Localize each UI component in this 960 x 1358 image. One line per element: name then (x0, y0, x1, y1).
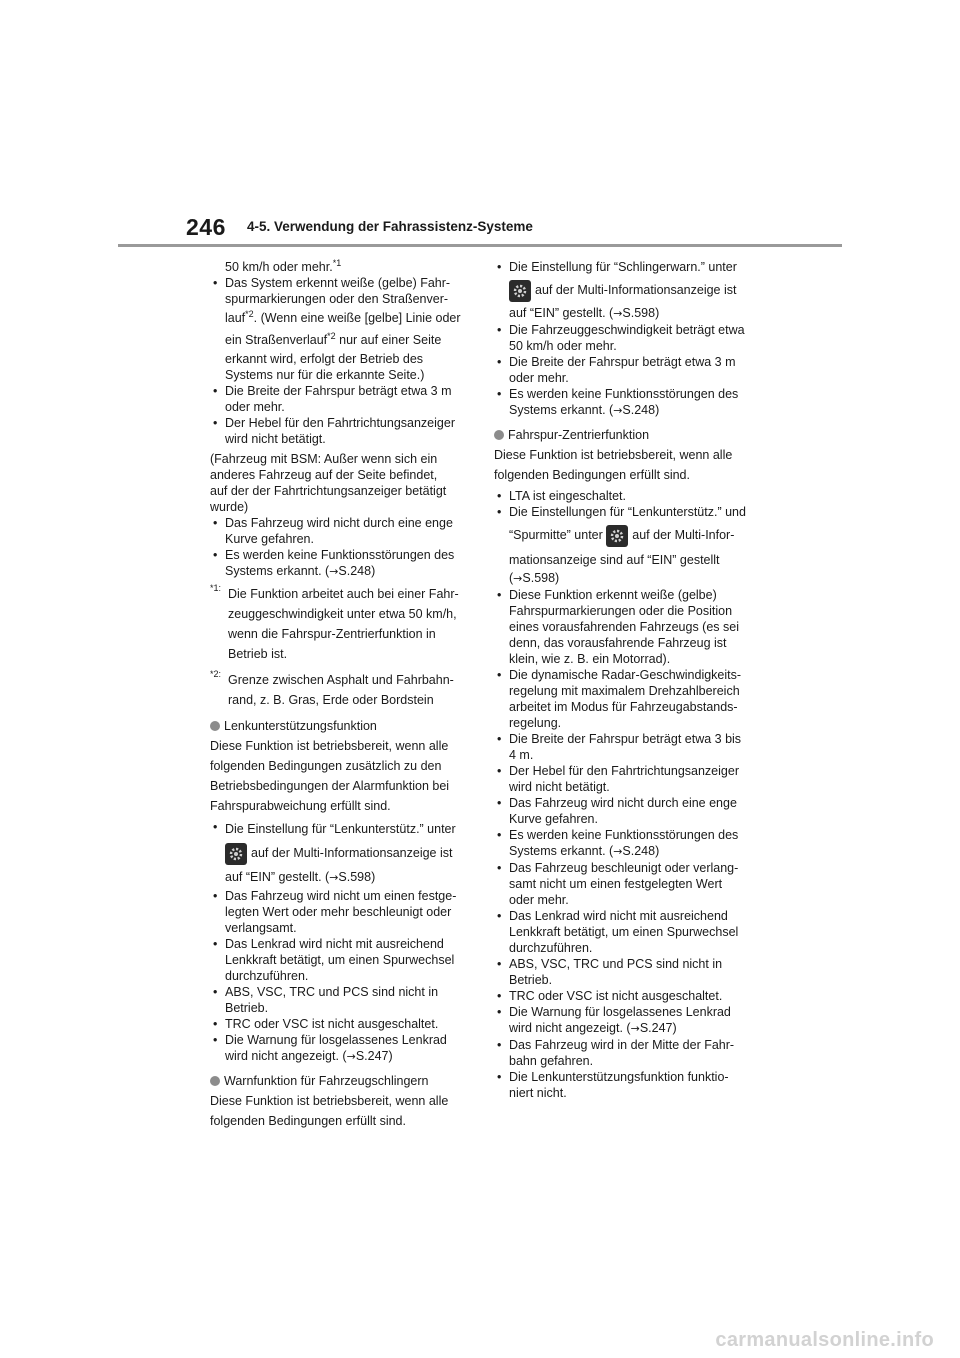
gear-icon (606, 525, 628, 547)
text-line: Diese Funktion ist betriebsbereit, wenn alle (210, 739, 449, 753)
list-item: • Die Lenkunterstützungsfunktion funktio- niert nicht. (494, 1069, 756, 1101)
list-item: • Die Einstellungen für “Lenkunterstütz.” und “Spurmitte” unter auf der Multi-Infor- mationsanzeige sind auf “EIN” gestellt (→S.598) (494, 504, 756, 587)
text-line: Diese Funktion ist betriebsbereit, wenn alle (210, 1094, 449, 1108)
arrow-icon: → (513, 572, 523, 585)
subsection-heading: Warnfunktion für Fahrzeugschlingern (210, 1071, 472, 1091)
page-reference[interactable]: S.248) (338, 564, 376, 578)
footnote-2: *2: Grenze zwischen Asphalt und Fahrbahn- rand, z. B. Gras, Erde oder Bordstein (210, 669, 454, 707)
watermark: carmanualsonline.info (715, 1329, 934, 1351)
text-line: anderes Fahrzeug auf der Seite befindet, (210, 468, 438, 482)
subsection-heading: Fahrspur-Zentrierfunktion (494, 425, 756, 445)
text-line: wurde) (210, 500, 249, 514)
list-item: • LTA ist eingeschaltet. (494, 488, 756, 504)
text-line: Betriebsbedingungen der Alarmfunktion bei (210, 779, 450, 793)
list-item: • Das Fahrzeug wird nicht durch eine enge Kurve gefahren. (210, 515, 472, 547)
list-item: • TRC oder VSC ist nicht ausgeschaltet. (210, 1016, 472, 1032)
list-item: • ABS, VSC, TRC und PCS sind nicht in Betrieb. (210, 984, 472, 1016)
footnote-1: *1: Die Funktion arbeitet auch bei einer Fahr- zeuggeschwindigkeit unter etwa 50 km/h, wenn die Fahrspur-Zentrierfunktion in Betrieb ist. (210, 583, 459, 661)
arrow-icon: → (346, 1050, 356, 1063)
list-item: • Die Einstellung für “Schlingerwarn.” unter auf der Multi-Informationsanzeige ist auf “EIN” gestellt. (→S.598) (494, 259, 756, 322)
text-line: folgenden Bedingungen erfüllt sind. (494, 468, 690, 482)
arrow-icon: → (613, 845, 623, 858)
list-item: • Das Fahrzeug wird nicht um einen festge- legten Wert oder mehr beschleunigt oder verlangsamt. (210, 888, 472, 936)
arrow-icon: → (329, 565, 339, 578)
list-item: • Es werden keine Funktionsstörungen des Systems erkannt. (→S.248) (494, 386, 756, 419)
list-item: • Das Fahrzeug wird nicht durch eine enge Kurve gefahren. (494, 795, 756, 827)
right-column (494, 259, 756, 1101)
page-reference[interactable]: S.598) (522, 571, 560, 585)
arrow-icon: → (329, 871, 339, 884)
list-item: • Die Warnung für losgelassenes Lenkrad wird nicht angezeigt. (→S.247) (494, 1004, 756, 1037)
page-reference[interactable]: S.247) (355, 1049, 393, 1063)
list-item: • Das Lenkrad wird nicht mit ausreichend Lenkkraft betätigt, um einen Spurwechsel durchzuführen. (494, 908, 756, 956)
list-item: • Diese Funktion erkennt weiße (gelbe) Fahrspurmarkierungen oder die Position eines vorausfahrenden Fahrzeugs (es sei denn, das vorausfahrende Fahrzeug ist klein, wie z. B. ein Motorrad). (494, 587, 756, 667)
arrow-icon: → (613, 307, 623, 320)
list-item: • Der Hebel für den Fahrtrichtungsanzeiger wird nicht betätigt. (494, 763, 756, 795)
section-title: 4-5. Verwendung der Fahrassistenz-Systeme (247, 219, 533, 234)
list-item: • Die Fahrzeuggeschwindigkeit beträgt etwa 50 km/h oder mehr. (494, 322, 756, 354)
list-item: • Die dynamische Radar-Geschwindigkeits- regelung mit maximalem Drehzahlbereich arbeitet im Modus für Fahrzeugabstands- regelung. (494, 667, 756, 731)
text-line: folgenden Bedingungen zusätzlich zu den (210, 759, 442, 773)
list-item: • TRC oder VSC ist nicht ausgeschaltet. (494, 988, 756, 1004)
arrow-icon: → (630, 1022, 640, 1035)
header-rule (118, 244, 842, 247)
page-reference[interactable]: S.247) (639, 1021, 677, 1035)
list-item: • Die Einstellung für “Lenkunterstütz.” unter auf der Multi-Informationsanzeige ist auf “EIN” gestellt. (→S.598) (210, 819, 472, 888)
page-reference[interactable]: S.248) (622, 403, 660, 417)
page-reference[interactable]: S.248) (622, 844, 660, 858)
list-item: • Der Hebel für den Fahrtrichtungsanzeiger wird nicht betätigt. (210, 415, 472, 447)
list-item: • Das Fahrzeug beschleunigt oder verlang- samt nicht um einen festgelegten Wert oder mehr. (494, 860, 756, 908)
subsection-heading: Lenkunterstützungsfunktion (210, 716, 472, 736)
page-number: 246 (186, 214, 226, 240)
page-reference[interactable]: S.598) (622, 306, 660, 320)
gear-icon (509, 280, 531, 302)
list-item: • Das Lenkrad wird nicht mit ausreichend Lenkkraft betätigt, um einen Spurwechsel durchzuführen. (210, 936, 472, 984)
list-item: • Das Fahrzeug wird in der Mitte der Fahr- bahn gefahren. (494, 1037, 756, 1069)
list-item: • Die Breite der Fahrspur beträgt etwa 3 m oder mehr. (494, 354, 756, 386)
text-line: 50 km/h oder mehr.$^{*1}$ (225, 258, 342, 274)
list-item: • Die Breite der Fahrspur beträgt etwa 3 m oder mehr. (210, 383, 472, 415)
list-item: • Es werden keine Funktionsstörungen des Systems erkannt. (→S.248) (210, 547, 472, 580)
page-reference[interactable]: S.598) (338, 870, 376, 884)
gear-icon (225, 843, 247, 865)
text-line: Diese Funktion ist betriebsbereit, wenn alle (494, 448, 733, 462)
text-line: folgenden Bedingungen erfüllt sind. (210, 1114, 406, 1128)
list-item: • ABS, VSC, TRC und PCS sind nicht in Betrieb. (494, 956, 756, 988)
arrow-icon: → (613, 404, 623, 417)
list-item: • Es werden keine Funktionsstörungen des Systems erkannt. (→S.248) (494, 827, 756, 860)
list-item: • Das System erkennt weiße (gelbe) Fahr- spurmarkierungen oder den Straßenver- lauf$^{*2}$. (Wenn eine weiße [gelbe] Linie oder ein Straßenverlauf$^{*2}$ nur auf einer Seite erkannt wird, erfolgt der Betrieb des Systems nur für die erkannte Seite.) (210, 275, 472, 383)
list-item: • Die Breite der Fahrspur beträgt etwa 3 bis 4 m. (494, 731, 756, 763)
list-item: • Die Warnung für losgelassenes Lenkrad wird nicht angezeigt. (→S.247) (210, 1032, 472, 1065)
text-line: Fahrspurabweichung erfüllt sind. (210, 799, 391, 813)
left-column (210, 259, 472, 1131)
text-line: (Fahrzeug mit BSM: Außer wenn sich ein (210, 452, 438, 466)
text-line: auf der der Fahrtrichtungsanzeiger betätigt (210, 484, 447, 498)
